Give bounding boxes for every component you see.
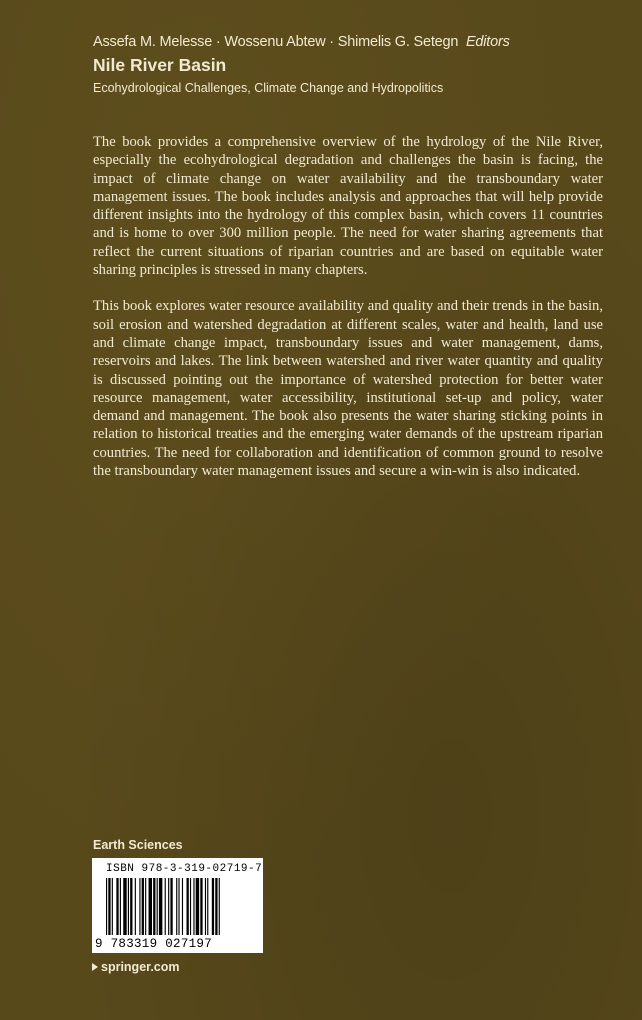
barcode-icon xyxy=(106,878,254,935)
triangle-right-icon xyxy=(92,963,98,971)
isbn-barcode-box xyxy=(92,858,263,953)
isbn-digits: 9 783319 027197 xyxy=(95,937,213,951)
editors-role: Editors xyxy=(465,34,510,50)
book-title: Nile River Basin xyxy=(93,55,227,75)
blurb-paragraph-1: The book provides a comprehensive overview of the hydrology of the Nile River, especially the ecohydrological degradation and challenges the basin is facing, the impact of climate change on water availability and the transboundary water management issues. The book includes analysis and approaches that will help provide different insights into the hydrology of this complex basin, which covers 11 countries and is home to over 300 million people. The need for water sharing agreements that reflect the current situations of riparian countries and are based on equitable water sharing principles is stressed in many chapters. xyxy=(93,134,603,279)
book-subtitle: Ecohydrological Challenges, Climate Change and Hydropolitics xyxy=(93,81,444,95)
website-label: springer.com xyxy=(101,960,180,974)
book-blurb xyxy=(93,133,603,498)
cover-header xyxy=(93,32,613,97)
isbn-label: ISBN 978-3-319-02719-7 xyxy=(106,863,263,875)
editors-names: Assefa M. Melesse · Wossenu Abtew · Shimelis G. Setegn xyxy=(93,34,459,50)
editors-line xyxy=(93,32,613,52)
blurb-paragraph-2: This book explores water resource availability and quality and their trends in the basin, soil erosion and watershed degradation at different scales, water and health, land use and climate change impact, transboundary issues and water management, dams, reservoirs and lakes. The link between watershed and river water quantity and quality is discussed pointing out the importance of watershed protection for better water resource management, water accessibility, institutional set-up and policy, water demand and management. The book also presents the water sharing sticking points in relation to historical treaties and the emerging water demands of the upstream riparian countries. The need for collaboration and identification of common ground to resolve the transboundary water management issues and secure a win-win is also indicated. xyxy=(93,298,603,480)
publisher-website[interactable] xyxy=(92,960,180,974)
series-name: Earth Sciences xyxy=(93,838,183,852)
